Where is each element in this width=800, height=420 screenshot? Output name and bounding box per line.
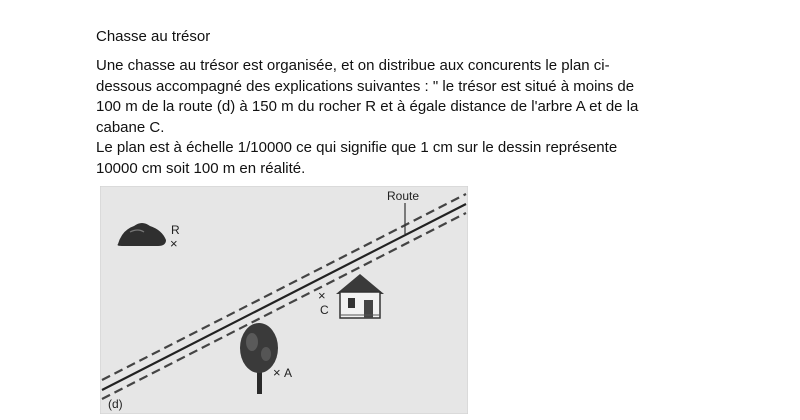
- treasure-map: [100, 186, 468, 414]
- text-line: 10000 cm soit 100 m en réalité.: [96, 159, 306, 177]
- road-d-label: (d): [108, 397, 123, 411]
- text-line: cabane C.: [96, 118, 165, 136]
- tree-marker: ×: [273, 365, 281, 380]
- exercise-title: Chasse au trésor: [96, 28, 211, 45]
- text-line: 100 m de la route (d) à 150 m du rocher R et à égale distance de l'arbre A et de la: [96, 98, 639, 115]
- text-line: dessous accompagné des explications suivantes : " le trésor est situé à moins de: [96, 77, 635, 95]
- exercise-text: [96, 56, 696, 179]
- route-label: Route: [387, 189, 420, 203]
- map-drawing: [100, 186, 468, 414]
- cabin-marker: ×: [318, 288, 326, 303]
- text-line: Une chasse au trésor est organisée, et on distribue aux concurents le plan ci-: [96, 57, 610, 74]
- cabin-label: C: [320, 303, 329, 317]
- tree-label: A: [284, 366, 293, 380]
- text-line: Le plan est à échelle 1/10000 ce qui signifie que 1 cm sur le dessin représente: [96, 139, 618, 156]
- rock-label: R: [171, 223, 180, 237]
- rock-marker: ×: [170, 236, 178, 251]
